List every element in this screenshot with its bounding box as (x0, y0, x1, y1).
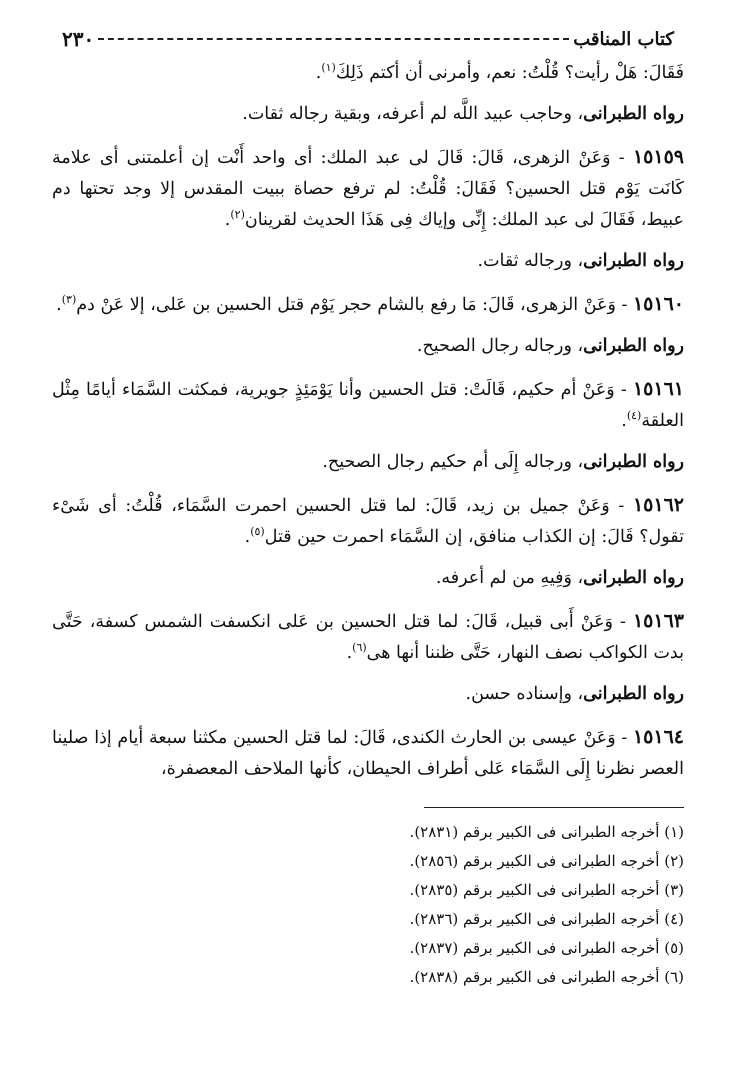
hadith-number: ١٥١٦٤ (632, 726, 684, 748)
sentence-end: . (224, 210, 231, 230)
hadith-number: ١٥١٦٢ (632, 494, 684, 516)
footnote: (٥) أخرجه الطبرانى فى الكبير برقم (٢٨٣٧). (409, 939, 684, 957)
narration-note (52, 679, 684, 710)
paragraph-text: - وَعَنْ الزهرى، قَالَ: مَا رفع بالشام حجر يَوْم قتل الحسين بن عَلى، إلا عَنْ دم (76, 295, 628, 315)
page-number: ٢٣٠ (62, 27, 95, 51)
page-header (52, 26, 684, 52)
paragraph-text: ، ورجاله إِلَى أم حكيم رجال الصحيح. (322, 452, 584, 472)
book-title: كتاب المناقب (573, 28, 674, 50)
footnote-rule (424, 807, 684, 808)
sentence-end: . (56, 295, 62, 315)
narrator-label: رواه الطبرانى (583, 684, 684, 704)
hadith-paragraph (52, 490, 684, 553)
paragraph-text: - وَعَنْ الزهرى، قَالَ: قَالَ لى عبد الملك: أى واحد أَنْت إن أعلمتنى أى علامة كَانَت يَوْم قتل الحسين؟ فَقَالَ: قُلْتُ: لم ترفع حصاة ببيت المقدس إلا وجد تحتها دم عبيط، فَقَالَ لى عبد الملك: إِنِّى وإياك فِى هَذَا الحديث لقرينان (52, 148, 684, 230)
narrator-label: رواه الطبرانى (583, 251, 684, 271)
hadith-paragraph (52, 142, 684, 236)
hadith-number: ١٥١٥٩ (632, 146, 684, 168)
paragraph-text: ، وإسناده حسن. (465, 684, 584, 704)
paragraph-text: - وَعَنْ جميل بن زيد، قَالَ: لما قتل الحسين احمرت السَّمَاء، قُلْتُ: أى شَىْء تقول؟ قَالَ: إن الكذاب منافق، إن السَّمَاء احمرت حين قتل (52, 496, 684, 547)
footnote: (٣) أخرجه الطبرانى فى الكبير برقم (٢٨٣٥). (409, 881, 684, 899)
narrator-label: رواه الطبرانى (583, 336, 684, 356)
narration-note (52, 99, 684, 130)
body-text (52, 58, 684, 785)
footnote-marker: (٥) (250, 525, 265, 539)
footnote: (١) أخرجه الطبرانى فى الكبير برقم (٢٨٣١). (409, 823, 684, 841)
narration-note (52, 447, 684, 478)
footnote-marker: (٢) (230, 208, 245, 222)
footnotes (52, 818, 684, 992)
paragraph-text: - وَعَنْ أَبى قبيل، قَالَ: لما قتل الحسين بن عَلى انكسفت الشمس كسفة، حَتَّى بدت الكواكب نصف النهار، حَتَّى ظننا أنها هى (52, 612, 684, 663)
hadith-paragraph (52, 374, 684, 437)
footnote-marker: (٦) (352, 641, 367, 655)
paragraph-text: ، ورجاله ثقات. (477, 251, 584, 271)
hadith-paragraph (52, 606, 684, 669)
paragraph-text: - وَعَنْ عيسى بن الحارث الكندى، قَالَ: لما قتل الحسين مكثنا سبعة أيام إذا صلينا العصر نظرنا إِلَى السَّمَاء عَلى أطراف الحيطان، كأنها الملاحف المعصفرة، (52, 728, 684, 779)
footnote-marker: (١) (321, 61, 336, 75)
footnote-marker: (٤) (626, 409, 642, 423)
paragraph-text: ، وَفِيهِ من لم أعرفه. (435, 568, 584, 588)
footnote: (٤) أخرجه الطبرانى فى الكبير برقم (٢٨٣٦). (409, 910, 684, 928)
narration-note (52, 563, 684, 594)
paragraph-text: ، ورجاله رجال الصحيح. (416, 336, 584, 356)
narration-note (52, 331, 684, 362)
hadith-number: ١٥١٦٣ (632, 610, 684, 632)
paragraph-text: - وَعَنْ أم حكيم، قَالَتْ: قتل الحسين وأنا يَوْمَئِذٍ جويرية، فمكثت السَّمَاء أيامًا مِثْل العلقة (52, 380, 684, 431)
narration-note (52, 246, 684, 277)
narrator-label: رواه الطبرانى (583, 452, 684, 472)
paragraph-text: ، وحاجب عبيد اللَّه لم أعرفه، وبقية رجاله ثقات. (242, 104, 584, 124)
sentence-end: . (244, 527, 251, 547)
footnote: (٢) أخرجه الطبرانى فى الكبير برقم (٢٨٥٦). (409, 852, 684, 870)
paragraph-text: فَقَالَ: هَلْ رأيت؟ قُلْتُ: نعم، وأمرنى أن أكتم ذَلِكَ (335, 63, 684, 83)
hadith-number: ١٥١٦٠ (632, 293, 684, 315)
text-paragraph (52, 58, 684, 89)
sentence-end: . (621, 411, 627, 431)
footnote-marker: (٣) (61, 293, 77, 307)
hadith-paragraph (52, 722, 684, 785)
sentence-end: . (315, 63, 322, 83)
footnote: (٦) أخرجه الطبرانى فى الكبير برقم (٢٨٣٨). (409, 968, 684, 986)
hadith-paragraph (52, 289, 684, 321)
hadith-number: ١٥١٦١ (632, 378, 684, 400)
narrator-label: رواه الطبرانى (583, 568, 684, 588)
header-rule (98, 38, 569, 40)
sentence-end: . (346, 643, 353, 663)
narrator-label: رواه الطبرانى (583, 104, 684, 124)
